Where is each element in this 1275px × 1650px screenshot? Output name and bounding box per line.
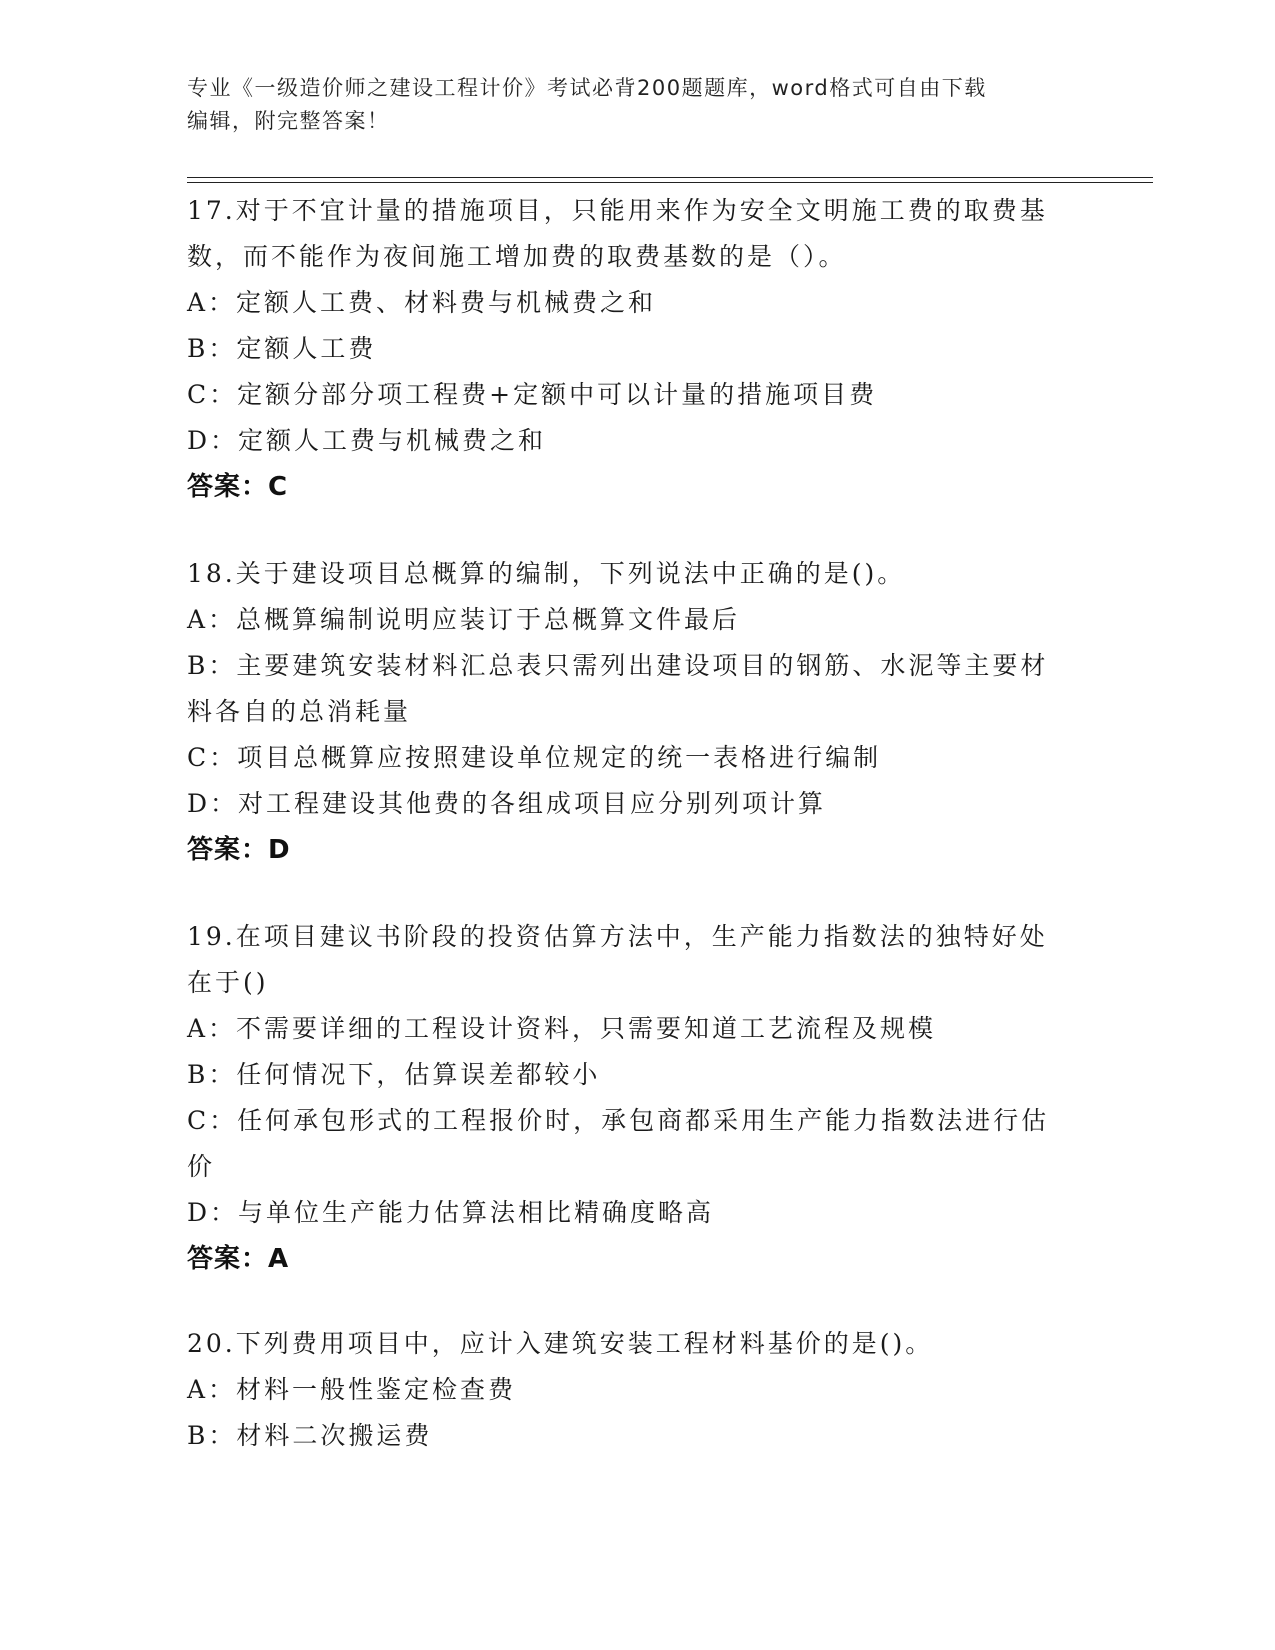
question-stem: 数，而不能作为夜间施工增加费的取费基数的是（）。 bbox=[187, 242, 847, 271]
option-c: C：任何承包形式的工程报价时，承包商都采用生产能力指数法进行估 bbox=[187, 1106, 1050, 1135]
header-divider bbox=[187, 177, 1153, 178]
option-b: B：主要建筑安装材料汇总表只需列出建设项目的钢筋、水泥等主要材 bbox=[187, 651, 1049, 680]
question-17 bbox=[187, 188, 1087, 510]
option-d: D：对工程建设其他费的各组成项目应分别列项计算 bbox=[187, 789, 827, 818]
question-19 bbox=[187, 914, 1087, 1282]
document-header bbox=[187, 72, 1087, 138]
option-a: A：材料一般性鉴定检查费 bbox=[187, 1375, 517, 1404]
question-stem: 18.关于建设项目总概算的编制，下列说法中正确的是()。 bbox=[187, 559, 906, 588]
option-a: A：不需要详细的工程设计资料，只需要知道工艺流程及规模 bbox=[187, 1014, 937, 1043]
question-stem: 在于() bbox=[187, 968, 269, 997]
question-stem: 20.下列费用项目中，应计入建筑安装工程材料基价的是()。 bbox=[187, 1329, 934, 1358]
option-c: C：定额分部分项工程费+定额中可以计量的措施项目费 bbox=[187, 380, 878, 409]
header-line: 专业《一级造价师之建设工程计价》考试必背200题题库，word格式可自由下载 bbox=[187, 76, 987, 100]
option-b: B：定额人工费 bbox=[187, 334, 377, 363]
option-a: A：总概算编制说明应装订于总概算文件最后 bbox=[187, 605, 741, 634]
question-18 bbox=[187, 551, 1087, 873]
option-b: B：任何情况下，估算误差都较小 bbox=[187, 1060, 601, 1089]
option-b: B：材料二次搬运费 bbox=[187, 1421, 433, 1450]
answer: 答案：C bbox=[187, 472, 289, 502]
option-d: D：定额人工费与机械费之和 bbox=[187, 426, 547, 455]
answer: 答案：D bbox=[187, 835, 291, 865]
question-stem: 19.在项目建议书阶段的投资估算方法中，生产能力指数法的独特好处 bbox=[187, 922, 1048, 951]
header-divider bbox=[187, 182, 1153, 183]
header-line: 编辑，附完整答案！ bbox=[187, 109, 390, 133]
answer: 答案：A bbox=[187, 1244, 290, 1274]
option-d: D：与单位生产能力估算法相比精确度略高 bbox=[187, 1198, 715, 1227]
question-stem: 17.对于不宜计量的措施项目，只能用来作为安全文明施工费的取费基 bbox=[187, 196, 1048, 225]
question-20 bbox=[187, 1321, 1087, 1459]
option-c: 价 bbox=[187, 1152, 216, 1181]
option-b: 料各自的总消耗量 bbox=[187, 697, 412, 726]
option-c: C：项目总概算应按照建设单位规定的统一表格进行编制 bbox=[187, 743, 882, 772]
option-a: A：定额人工费、材料费与机械费之和 bbox=[187, 288, 657, 317]
